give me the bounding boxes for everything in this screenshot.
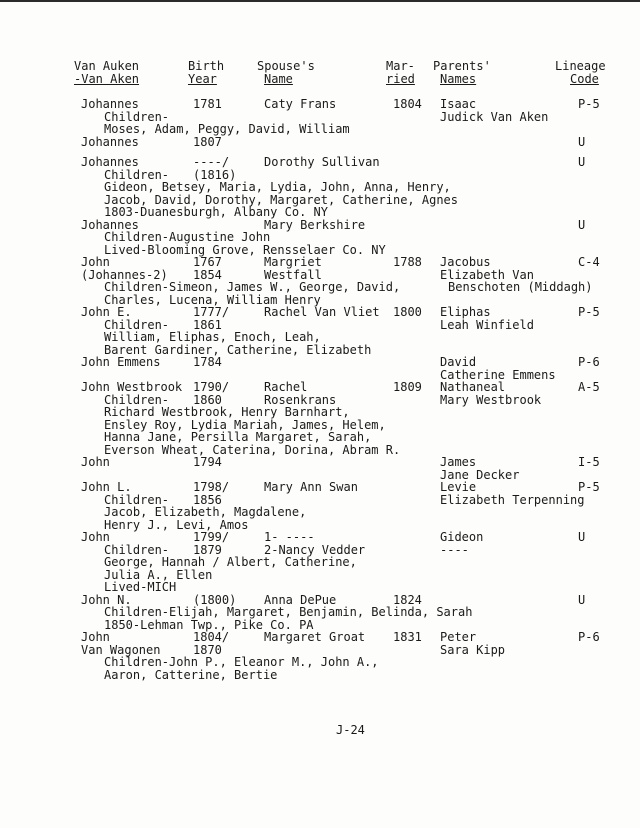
detail-text: Gideon, Betsey, Maria, Lydia, John, Anna, Henry, — [104, 180, 451, 194]
spouse-name: 2-Nancy Vedder — [264, 542, 366, 557]
parents-name: David — [440, 355, 477, 369]
h-surname-line2: -Van Aken — [74, 72, 140, 86]
h-lineage-line1: Lineage — [555, 59, 606, 73]
spouse-name: 1- ---- — [264, 530, 315, 544]
person-name: John Westbrook — [81, 380, 183, 394]
detail-text: George, Hannah / Albert, Catherine, — [104, 555, 357, 569]
spouse-name: Caty Frans — [264, 97, 337, 111]
detail-text: 1803-Duanesburgh, Albany Co. NY — [104, 205, 328, 219]
parents-name: Gideon — [440, 530, 484, 544]
birth-year: 1767 — [193, 255, 222, 269]
detail-text: Children- — [104, 392, 170, 407]
birth-year: 1860 — [193, 392, 222, 407]
detail-text: Moses, Adam, Peggy, David, William — [104, 122, 350, 136]
birth-year: 1807 — [193, 134, 222, 149]
birth-year: 1870 — [193, 642, 222, 657]
detail-text: Lived-Blooming Grove, Rensselaer Co. NY — [104, 242, 386, 257]
lineage-code: U — [578, 155, 586, 169]
parents-name: Isaac — [440, 97, 477, 111]
spouse-name: Mary Berkshire — [264, 217, 366, 232]
lineage-code: P-6 — [578, 355, 600, 369]
parents-name: Leah Winfield — [440, 317, 534, 332]
h-spouse-line1: Spouse's — [257, 59, 315, 73]
detail-text: Henry J., Levi, Amos — [104, 517, 249, 532]
parents-name: Sara Kipp — [440, 642, 506, 657]
person-name: John — [81, 530, 110, 544]
parents-name: Mary Westbrook — [440, 392, 542, 407]
parents-name: Jane Decker — [440, 467, 520, 482]
birth-year: 1861 — [193, 317, 222, 332]
birth-year: 1784 — [193, 355, 222, 369]
spouse-name: Margaret Groat — [264, 630, 366, 644]
married-year: 1831 — [393, 630, 422, 644]
detail-text: Children- — [104, 109, 170, 124]
lineage-code: U — [578, 530, 586, 544]
birth-year: 1854 — [193, 267, 222, 282]
h-surname-line1: Van Auken — [74, 59, 140, 73]
top-rule — [0, 0, 640, 2]
birth-year: (1816) — [193, 167, 237, 182]
h-married-line1: Mar- — [386, 59, 415, 73]
parents-name: Catherine Emmens — [440, 367, 556, 382]
birth-year: 1781 — [193, 97, 222, 111]
birth-year: 1879 — [193, 542, 222, 557]
spouse-name: Westfall — [264, 267, 322, 282]
parents-name: Judick Van Aken — [440, 109, 549, 124]
lineage-code: I-5 — [578, 455, 600, 469]
detail-text: Children- — [104, 542, 170, 557]
person-name: Johannes — [81, 97, 139, 111]
person-name: Johannes — [81, 134, 139, 149]
spouse-name: Rachel — [264, 380, 308, 394]
lineage-code: P-6 — [578, 630, 600, 644]
birth-year: 1799/ — [193, 530, 230, 544]
person-name: Van Wagonen — [81, 642, 161, 657]
h-birth-line2: Year — [188, 72, 217, 86]
detail-text: Lived-MICH — [104, 580, 177, 594]
parents-name: Elizabeth Terpenning — [440, 492, 585, 507]
person-name: Johannes — [81, 217, 139, 232]
h-parents-line1: Parents' — [433, 59, 491, 73]
detail-text: Children-Elijah, Margaret, Benjamin, Belinda, Sarah — [104, 605, 473, 619]
detail-text: Jacob, Elizabeth, Magdalene, — [104, 505, 307, 519]
h-parents-line2: Names — [440, 72, 477, 86]
birth-year: 1777/ — [193, 305, 230, 319]
lineage-code: P-5 — [578, 97, 600, 111]
parents-name: ---- — [440, 542, 469, 557]
detail-text: Hanna Jane, Persilla Margaret, Sarah, — [104, 430, 372, 444]
lineage-code: P-5 — [578, 305, 600, 319]
parents-name: Jacobus — [440, 255, 491, 269]
detail-text: Children- — [104, 167, 170, 182]
detail-text: Children-Augustine John — [104, 230, 271, 244]
h-spouse-line2: Name — [264, 72, 293, 86]
person-name: John — [81, 630, 110, 644]
lineage-code: U — [578, 134, 586, 149]
detail-text: William, Eliphas, Enoch, Leah, — [104, 330, 321, 344]
detail-text: Barent Gardiner, Catherine, Elizabeth — [104, 342, 372, 357]
detail-text: Everson Wheat, Caterina, Dorina, Abram R. — [104, 442, 401, 457]
birth-year: (1800) — [193, 592, 237, 607]
person-name: John L. — [81, 480, 132, 494]
lineage-code: U — [578, 217, 586, 232]
detail-text: Aaron, Catterine, Bertie — [104, 667, 278, 682]
detail-text: Ensley Roy, Lydia Mariah, James, Helem, — [104, 417, 386, 432]
detail-text: Children- — [104, 492, 170, 507]
parents-name: Benschoten (Middagh) — [448, 280, 593, 294]
birth-year: 1798/ — [193, 480, 230, 494]
parents-name: Nathaneal — [440, 380, 506, 394]
spouse-name: Rachel Van Vliet — [264, 305, 380, 319]
lineage-code: A-5 — [578, 380, 600, 394]
spouse-name: Rosenkrans — [264, 392, 337, 407]
page-number: J-24 — [336, 723, 365, 737]
spouse-name: Anna DePue — [264, 592, 337, 607]
person-name: John — [81, 255, 110, 269]
detail-text: Children-John P., Eleanor M., John A., — [104, 655, 379, 669]
detail-text: Julia A., Ellen — [104, 567, 213, 582]
person-name: John Emmens — [81, 355, 161, 369]
married-year: 1800 — [393, 305, 422, 319]
married-year: 1788 — [393, 255, 422, 269]
spouse-name: Margriet — [264, 255, 322, 269]
detail-text: 1850-Lehman Twp., Pike Co. PA — [104, 617, 314, 632]
spouse-name: Dorothy Sullivan — [264, 155, 380, 169]
lineage-code: P-5 — [578, 480, 600, 494]
detail-text: Children-Simeon, James W., George, David, — [104, 280, 401, 294]
married-year: 1824 — [393, 592, 422, 607]
detail-text: Children- — [104, 317, 170, 332]
detail-text: Richard Westbrook, Henry Barnhart, — [104, 405, 350, 419]
person-name: Johannes — [81, 155, 139, 169]
spouse-name: Mary Ann Swan — [264, 480, 358, 494]
parents-name: Eliphas — [440, 305, 491, 319]
married-year: 1804 — [393, 97, 422, 111]
h-married-line2: ried — [386, 72, 415, 86]
birth-year: 1794 — [193, 455, 222, 469]
lineage-code: C-4 — [578, 255, 600, 269]
person-name: John — [81, 455, 110, 469]
person-name: John N. — [81, 592, 132, 607]
detail-text: Jacob, David, Dorothy, Margaret, Catherine, Agnes — [104, 192, 459, 207]
parents-name: James — [440, 455, 477, 469]
person-name: (Johannes-2) — [81, 267, 168, 282]
detail-text: Charles, Lucena, William Henry — [104, 292, 321, 307]
birth-year: 1804/ — [193, 630, 230, 644]
lineage-code: U — [578, 592, 586, 607]
parents-name: Peter — [440, 630, 477, 644]
birth-year: 1856 — [193, 492, 222, 507]
h-lineage-line2: Code — [570, 72, 599, 86]
parents-name: Levie — [440, 480, 477, 494]
person-name: John E. — [81, 305, 132, 319]
birth-year: 1790/ — [193, 380, 230, 394]
h-birth-line1: Birth — [188, 59, 225, 73]
parents-name: Elizabeth Van — [440, 267, 534, 282]
birth-year: ----/ — [193, 155, 230, 169]
married-year: 1809 — [393, 380, 422, 394]
